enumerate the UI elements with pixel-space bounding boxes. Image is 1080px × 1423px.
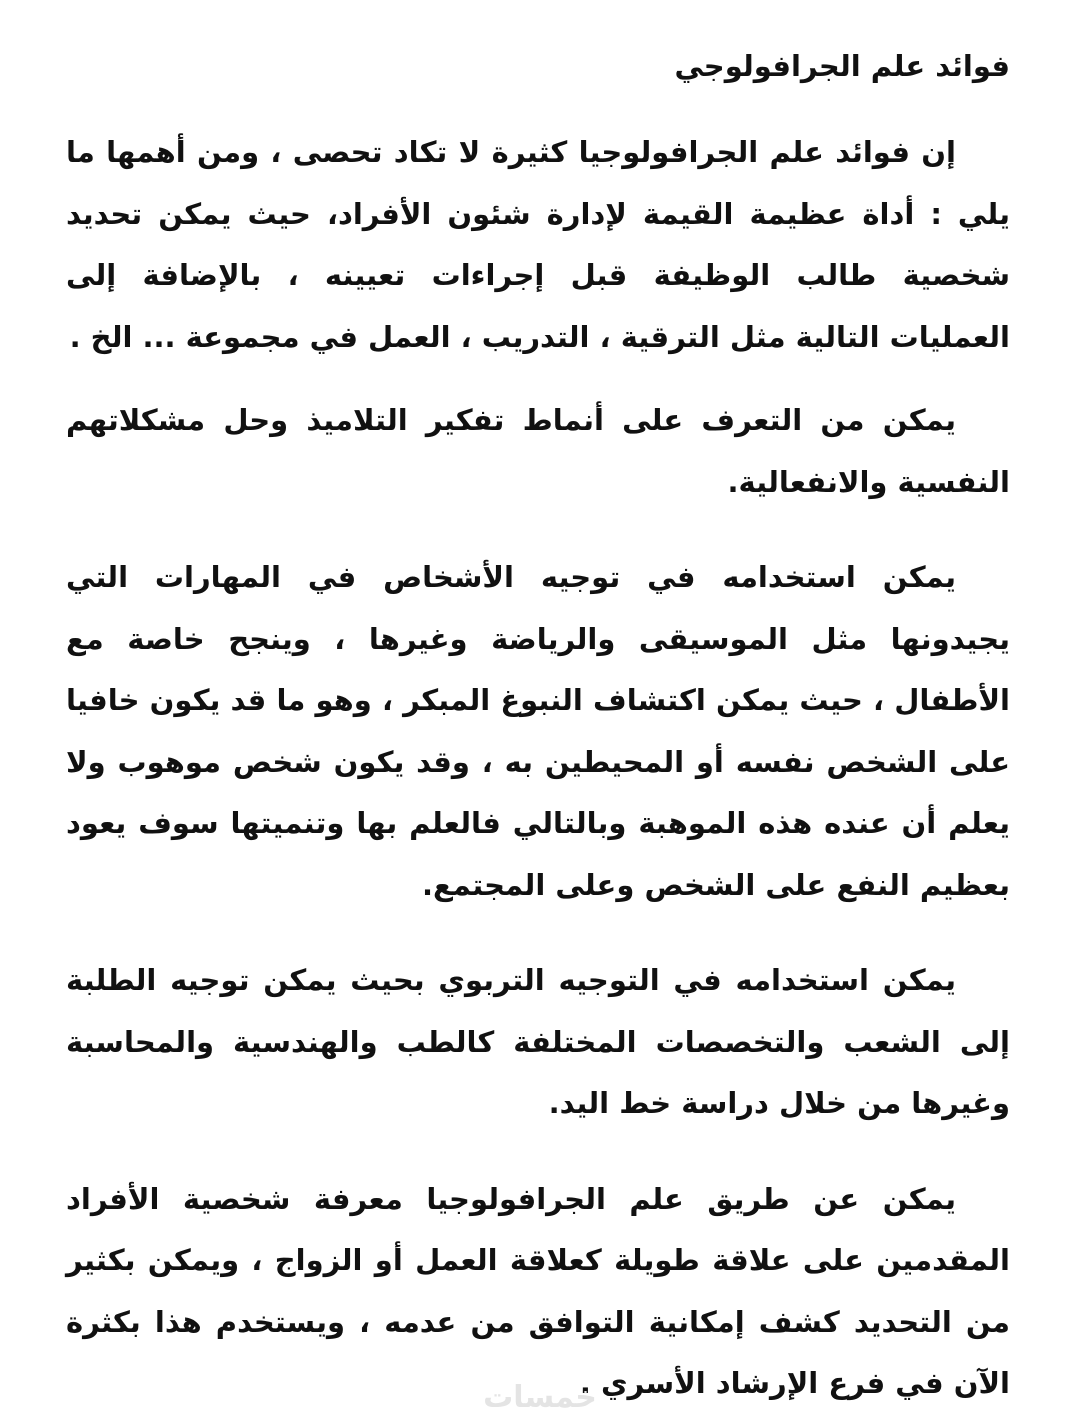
paragraph-students-thinking: يمكن من التعرف على أنماط تفكير التلاميذ وحل مشكلاتهم النفسية والانفعالية. — [66, 403, 1010, 499]
watermark-logo: خمسات — [483, 1380, 597, 1415]
document-title: فوائد علم الجرافولوجي — [674, 49, 1010, 83]
paragraph-skills-guidance: يمكن استخدامه في توجيه الأشخاص في المهارات التي يجيدونها مثل الموسيقى والرياضة وغيرها ، وينجح خاصة مع الأطفال ، حيث يمكن اكتشاف النبوغ المبكر ، وهو ما قد يكون خافيا على الشخص نفسه أو المحيطين به ، وقد يكون شخص موهوب ولا يعلم أن عنده هذه الموهبة وبالتالي فالعلم بها وتنميتها سوف يعود بعظيم النفع على الشخص وعلى المجتمع. — [66, 560, 1010, 902]
paragraph-relationships: يمكن عن طريق علم الجرافولوجيا معرفة شخصية الأفراد المقدمين على علاقة طويلة كعلاقة العمل أو الزواج ، ويمكن بكثير من التحديد كشف إمكانية التوافق من عدمه ، ويستخدم هذا بكثرة الآن في فرع الإرشاد الأسري . — [66, 1181, 1010, 1400]
paragraph-educational-guidance: يمكن استخدامه في التوجيه التربوي بحيث يمكن توجيه الطلبة إلى الشعب والتخصصات المختلفة كالطب والهندسية والمحاسبة وغيرها من خلال دراسة خط اليد. — [66, 963, 1010, 1120]
paragraph-benefits-intro: إن فوائد علم الجرافولوجيا كثيرة لا تكاد تحصى ، ومن أهمها ما يلي : أداة عظيمة القيمة لإدارة شئون الأفراد، حيث يمكن تحديد شخصية طالب الوظيفة قبل إجراءات تعيينه ، بالإضافة إلى العمليات التالية مثل الترقية ، التدريب ، العمل في مجموعة ... الخ . — [66, 135, 1010, 354]
